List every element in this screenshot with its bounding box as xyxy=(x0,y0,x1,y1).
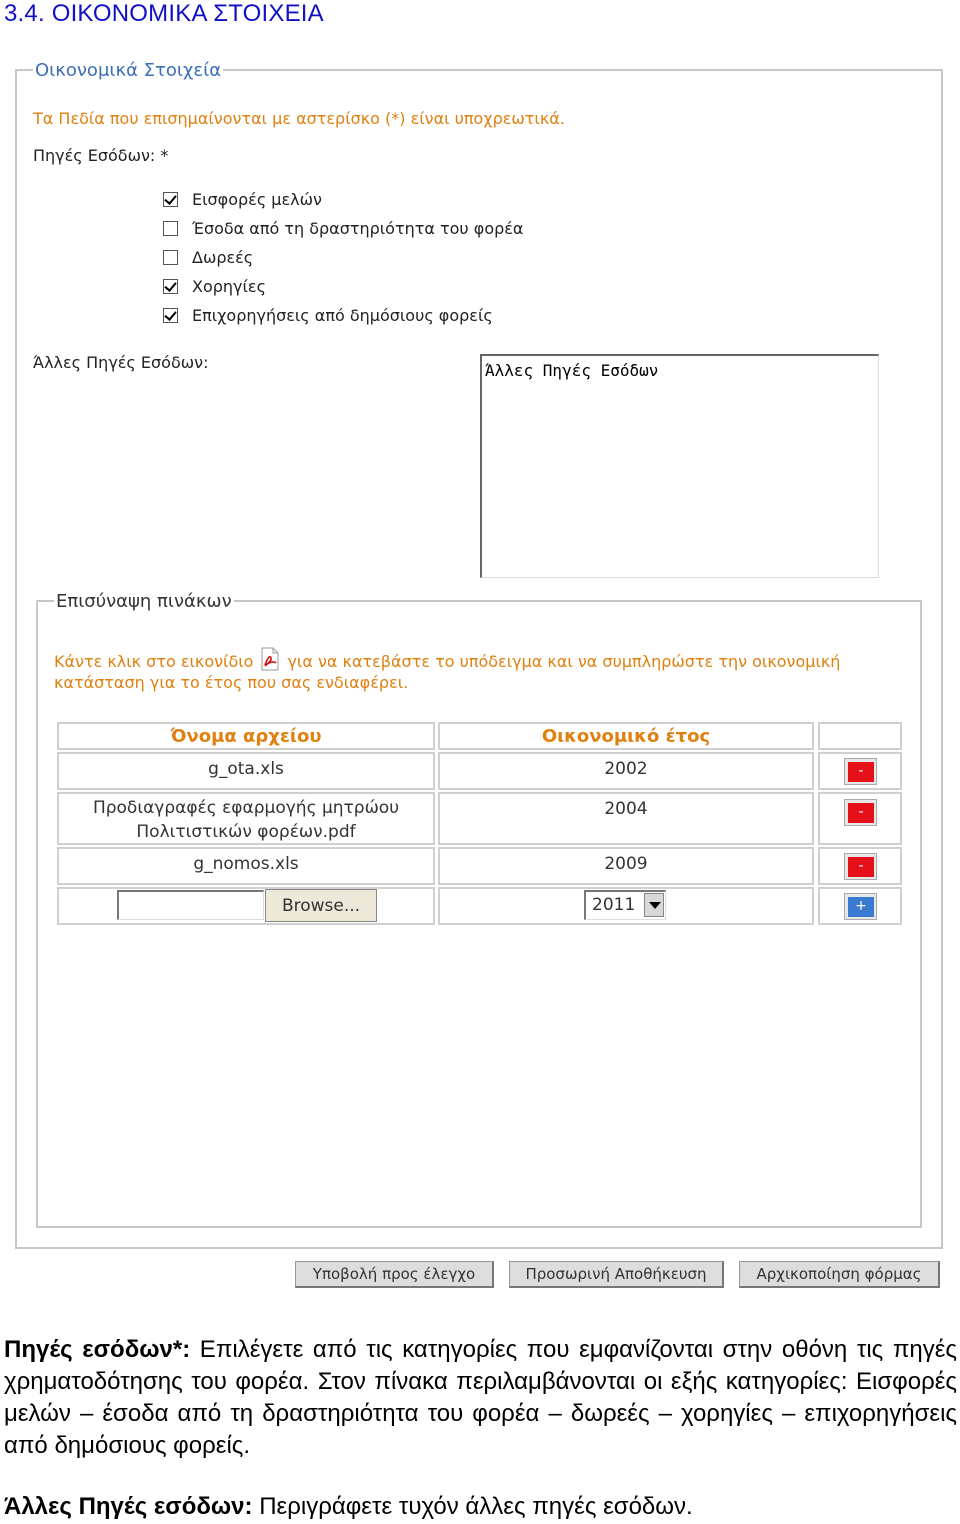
checkbox[interactable] xyxy=(163,221,178,236)
table-cell-filename: g_ota.xls xyxy=(57,752,435,790)
remove-row-button[interactable] xyxy=(844,853,877,880)
table-cell-action xyxy=(818,847,902,885)
add-row-button[interactable] xyxy=(844,893,877,920)
income-source-option[interactable] xyxy=(163,272,523,301)
column-header-filename: Όνομα αρχείου xyxy=(57,722,435,750)
income-source-option[interactable] xyxy=(163,243,523,272)
attachments-fieldset-legend: Επισύναψη πινάκων xyxy=(56,591,232,612)
checkbox[interactable] xyxy=(163,279,178,294)
save-draft-button[interactable]: Προσωρινή Αποθήκευση xyxy=(509,1261,724,1288)
income-sources-description xyxy=(4,1334,957,1462)
table-cell-action xyxy=(818,792,902,845)
income-sources-explanation: Επιλέγετε από τις κατηγορίες που εμφανίζονται στην οθόνη τις πηγές χρηματοδότησης του φορέα. Στον πίνακα περιλαμβάνονται οι εξής κατηγορίες: Εισφορές μελών – έσοδα από τη δραστηριότητα του φορέα – δωρεές – χορηγίες – επιχορηγήσεις από δημόσιους φορείς. xyxy=(4,1336,957,1459)
instruction-text-start: Κάντε κλικ στο εικονίδιο xyxy=(54,652,254,671)
table-cell-year: 2009 xyxy=(438,847,814,885)
chevron-down-icon[interactable] xyxy=(644,893,664,917)
table-cell-year: 2002 xyxy=(438,752,814,790)
attachments-instructions xyxy=(54,647,904,693)
pdf-icon[interactable] xyxy=(259,647,281,671)
remove-row-button[interactable] xyxy=(844,799,877,826)
other-income-textarea[interactable]: Άλλες Πηγές Εσόδων xyxy=(480,354,879,578)
checkbox[interactable] xyxy=(163,308,178,323)
income-source-option[interactable] xyxy=(163,214,523,243)
financial-fieldset-legend: Οικονομικά Στοιχεία xyxy=(35,60,222,81)
submit-for-review-button[interactable]: Υποβολή προς έλεγχο xyxy=(295,1261,494,1288)
table-cell-filename: g_nomos.xls xyxy=(57,847,435,885)
column-header-year: Οικονομικό έτος xyxy=(438,722,814,750)
add-label: + xyxy=(848,897,874,917)
instruction-text-end: για να κατεβάστε το υπόδειγμα και να συμπληρώστε την οικονομική κατάσταση για το έτος που σας ενδιαφέρει. xyxy=(54,652,841,692)
remove-row-button[interactable] xyxy=(844,758,877,785)
other-income-label: Άλλες Πηγές Εσόδων: xyxy=(33,353,209,372)
table-cell-action xyxy=(818,752,902,790)
income-sources-label: Πηγές Εσόδων: * xyxy=(33,146,169,165)
remove-label: - xyxy=(848,857,874,877)
term-income-sources: Πηγές εσόδων*: xyxy=(4,1336,191,1363)
checkbox[interactable] xyxy=(163,250,178,265)
remove-label: - xyxy=(848,762,874,782)
required-fields-note: Τα Πεδία που επισημαίνονται με αστερίσκο (*) είναι υποχρεωτικά. xyxy=(33,109,565,128)
income-source-label: Δωρεές xyxy=(192,248,254,267)
income-source-label: Επιχορηγήσεις από δημόσιους φορείς xyxy=(192,306,493,325)
year-select[interactable] xyxy=(584,890,666,920)
term-other-income: Άλλες Πηγές εσόδων: xyxy=(4,1493,253,1520)
income-source-option[interactable] xyxy=(163,301,523,330)
column-header-action xyxy=(818,722,902,750)
section-heading: 3.4. ΟΙΚΟΝΟΜΙΚΑ ΣΤΟΙΧΕΙΑ xyxy=(4,0,324,27)
year-select-value: 2011 xyxy=(592,895,636,915)
checkbox[interactable] xyxy=(163,192,178,207)
other-income-explanation: Περιγράφετε τυχόν άλλες πηγές εσόδων. xyxy=(252,1493,693,1520)
new-action-cell xyxy=(818,887,902,925)
income-sources-list xyxy=(163,185,523,330)
income-source-label: Χορηγίες xyxy=(192,277,266,296)
income-source-label: Εισφορές μελών xyxy=(192,190,322,209)
table-cell-year: 2004 xyxy=(438,792,814,845)
income-source-option[interactable] xyxy=(163,185,523,214)
other-income-description xyxy=(4,1491,693,1523)
reset-form-button[interactable]: Αρχικοποίηση φόρμας xyxy=(739,1261,940,1288)
income-source-label: Έσοδα από τη δραστηριότητα του φορέα xyxy=(192,219,524,238)
browse-button[interactable]: Browse... xyxy=(265,889,377,922)
table-cell-filename: Προδιαγραφές εφαρμογής μητρώου Πολιτιστικών φορέων.pdf xyxy=(57,792,435,845)
file-path-input[interactable] xyxy=(117,890,264,920)
remove-label: - xyxy=(848,803,874,823)
